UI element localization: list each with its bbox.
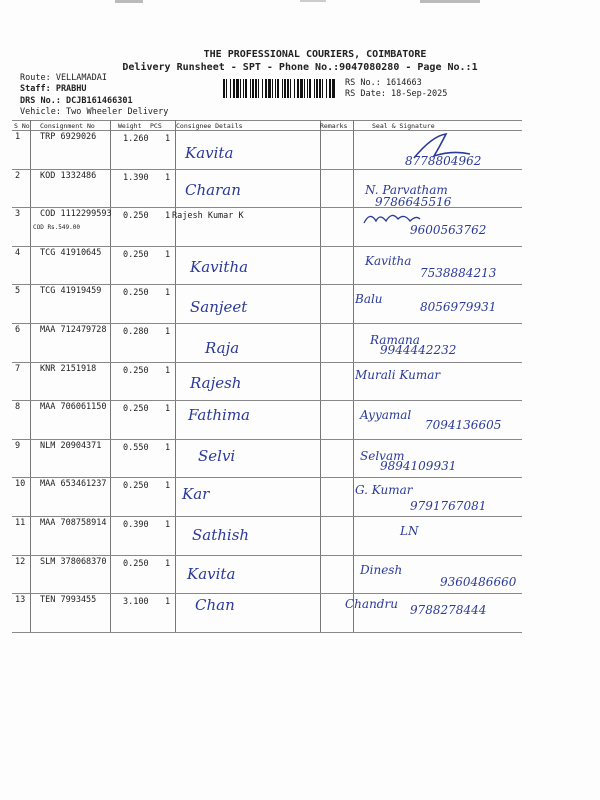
row-pcs: 1 [165, 365, 171, 376]
row-weight: 0.250 [123, 211, 149, 222]
row-sno: 2 [15, 170, 21, 181]
row-consignee-handwritten: Raja [205, 339, 240, 357]
row-consignee-handwritten: Kavitha [190, 257, 249, 276]
row-rule [12, 400, 522, 401]
row-seal-phone: 9600563762 [410, 223, 487, 238]
row-consignment: MAA 708758914 [40, 518, 107, 528]
row-pcs: 1 [165, 597, 171, 608]
row-seal-phone: 9944442232 [380, 343, 457, 357]
row-consignee-handwritten: Selvi [198, 446, 236, 465]
row-cod-amount: COD Rs.549.00 [33, 224, 80, 232]
row-seal-phone: 7538884213 [420, 265, 497, 280]
row-weight: 0.280 [123, 327, 149, 337]
row-rule [12, 477, 522, 478]
row-consignment: MAA 712479728 [40, 325, 107, 335]
row-seal-phone: 9360486660 [440, 574, 517, 589]
row-weight: 0.250 [123, 481, 149, 492]
row-weight: 1.260 [123, 134, 149, 144]
row-rule [12, 284, 522, 285]
row-pcs: 1 [165, 288, 171, 299]
row-seal-name: Dinesh [360, 562, 403, 577]
rs-date: RS Date: 18-Sep-2025 [345, 89, 448, 99]
row-weight: 1.390 [123, 172, 149, 183]
barcode [223, 79, 338, 98]
runsheet-table [12, 120, 522, 632]
row-pcs: 1 [165, 172, 171, 183]
row-weight: 0.250 [123, 288, 149, 299]
col-weight: Weight [118, 122, 142, 130]
col-pcs: PCS [150, 122, 162, 130]
row-seal-name: G. Kumar [355, 483, 413, 498]
row-consignment: MAA 706061150 [40, 402, 107, 413]
row-seal-name: N. Parvatham [365, 182, 448, 197]
row-rule [12, 439, 522, 440]
row-seal-name: Murali Kumar [355, 367, 441, 382]
row-sno: 5 [15, 286, 21, 297]
row-sno: 11 [15, 518, 26, 528]
company-name: THE PROFESSIONAL COURIERS, COIMBATORE [203, 49, 427, 60]
row-pcs: 1 [165, 481, 171, 492]
row-seal-name: Chandru [345, 597, 398, 612]
row-rule [12, 207, 522, 208]
row-weight: 0.390 [123, 520, 149, 530]
row-pcs: 1 [165, 134, 171, 144]
signature-scribble [412, 132, 472, 162]
row-sno: 12 [15, 556, 26, 567]
row-seal-phone: 7094136605 [425, 418, 502, 433]
row-seal-phone: 9786645516 [375, 194, 452, 209]
row-rule [12, 246, 522, 247]
route: Route: VELLAMADAI [20, 73, 107, 83]
row-consignee-handwritten: Sathish [192, 526, 250, 544]
col-remarks: Remarks [320, 122, 348, 130]
col-consignment: Consignment No [40, 122, 95, 130]
row-sno: 7 [15, 363, 21, 374]
runsheet-title: Delivery Runsheet - SPT - Phone No.:9047080280 - Page No.:1 [122, 62, 478, 73]
vehicle: Vehicle: Two Wheeler Delivery [20, 107, 169, 117]
row-weight: 0.250 [123, 365, 149, 376]
row-weight: 0.250 [123, 404, 149, 415]
row-sno: 9 [15, 440, 21, 451]
row-weight: 3.100 [123, 597, 149, 608]
row-seal-name: LN [400, 524, 419, 538]
row-consignee-handwritten: Rajesh [190, 373, 242, 392]
staff: Staff: PRABHU [20, 84, 87, 94]
row-pcs: 1 [165, 404, 171, 415]
row-seal-name: Ayyamal [360, 408, 412, 423]
row-weight: 0.550 [123, 442, 149, 453]
row-sno: 8 [15, 402, 21, 413]
rs-number: RS No.: 1614663 [345, 78, 422, 88]
col-sno: S No [14, 122, 30, 130]
row-seal-phone: 9791767081 [410, 499, 487, 514]
row-consignment: TRP 6929026 [40, 132, 97, 142]
header-rule [12, 130, 522, 131]
row-pcs: 1 [165, 558, 171, 569]
row-sno: 3 [15, 209, 21, 220]
row-consignment: NLM 20904371 [40, 440, 102, 451]
row-seal-phone: 8056979931 [420, 300, 497, 315]
row-sno: 10 [15, 479, 26, 490]
row-rule [12, 323, 522, 324]
scan-top-marks [0, 0, 600, 6]
row-consignment: SLM 378068370 [40, 556, 107, 567]
row-consignment: MAA 653461237 [40, 479, 107, 490]
row-consignment: TCG 41919459 [40, 286, 102, 297]
row-rule [12, 632, 522, 633]
row-seal-name: Ramana [370, 333, 420, 347]
row-consignee-handwritten: Chan [195, 596, 235, 615]
row-consignee-handwritten: Kavita [187, 564, 236, 583]
row-consignment: KNR 2151918 [40, 363, 97, 374]
row-pcs: 1 [165, 520, 171, 530]
row-consignee-handwritten: Kavita [185, 144, 234, 162]
row-pcs: 1 [165, 442, 171, 453]
row-sno: 6 [15, 325, 21, 335]
row-weight: 0.250 [123, 249, 149, 260]
row-pcs: 1 [165, 249, 171, 260]
table-top-rule [12, 120, 522, 121]
row-rule [12, 555, 522, 556]
drs-number: DRS No.: DCJB161466301 [20, 96, 133, 106]
row-consignment: KOD 1332486 [40, 170, 97, 181]
row-seal-phone: 9788278444 [410, 603, 487, 618]
signature-scribble [362, 209, 422, 231]
row-seal-name: Kavitha [365, 253, 412, 268]
row-consignee-handwritten: Kar [182, 485, 210, 504]
row-seal-phone: 8778804962 [405, 154, 482, 168]
row-pcs: 1 [165, 327, 171, 337]
row-consignee-handwritten: Charan [185, 180, 241, 199]
row-rule [12, 593, 522, 594]
row-seal-name: Selvam [360, 448, 405, 463]
row-consignment: TEN 7993455 [40, 595, 97, 606]
row-rule [12, 516, 522, 517]
row-seal-name: Balu [355, 292, 383, 307]
row-consignee-handwritten: Sanjeet [190, 298, 248, 317]
row-consignee: Rajesh Kumar K [172, 211, 244, 222]
row-sno: 4 [15, 247, 21, 258]
row-pcs: 1 [165, 211, 171, 222]
row-consignment: COD 1112299593 [40, 209, 112, 220]
row-consignment: TCG 41910645 [40, 247, 102, 258]
row-seal-phone: 9894109931 [380, 458, 457, 473]
row-sno: 1 [15, 132, 21, 142]
row-consignee-handwritten: Fathima [188, 406, 250, 425]
col-consignee: Consignee Details [176, 122, 243, 130]
row-rule [12, 169, 522, 170]
row-rule [12, 362, 522, 363]
row-weight: 0.250 [123, 558, 149, 569]
row-sno: 13 [15, 595, 26, 606]
col-seal: Seal & Signature [372, 122, 435, 130]
